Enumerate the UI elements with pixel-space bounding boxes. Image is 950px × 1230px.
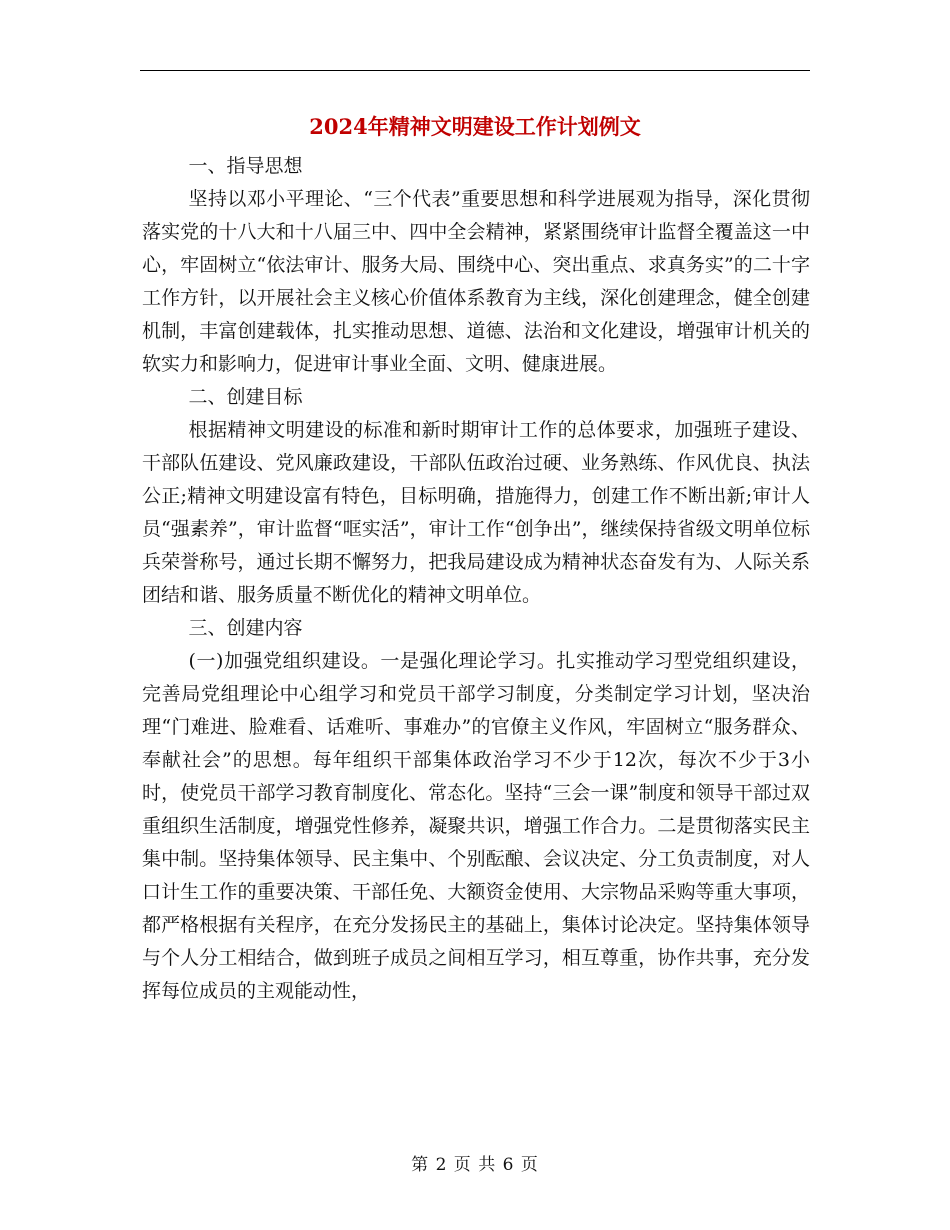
section-paragraph-goals: 根据精神文明建设的标准和新时期审计工作的总体要求，加强班子建设、干部队伍建设、党风廉政建设，干部队伍政治过硬、业务熟练、作风优良、执法公正;精神文明建设富有特色，目标明确，措施得力，创建工作不断出新;审计人员“强素养”，审计监督“哐实活”，审计工作“创争出”，继续保持省级文明单位标兵荣誉称号，通过长期不懈努力，把我局建设成为精神状态奋发有为、人际关系团结和谐、服务质量不断优化的精神文明单位。 bbox=[142, 419, 810, 606]
document-body bbox=[142, 150, 810, 1008]
document-title: 2024年精神文明建设工作计划例文 bbox=[309, 114, 641, 139]
section-heading-guiding-ideology: 一、指导思想 bbox=[188, 155, 303, 177]
page-number-footer: 第 2 页 共 6 页 bbox=[411, 1155, 539, 1175]
header-rule bbox=[140, 70, 810, 71]
section-heading-content: 三、创建内容 bbox=[188, 617, 303, 639]
section-heading-goals: 二、创建目标 bbox=[188, 386, 303, 408]
section-paragraph-guiding-ideology: 坚持以邓小平理论、“三个代表”重要思想和科学进展观为指导，深化贯彻落实党的十八大和十八届三中、四中全会精神，紧紧围绕审计监督全覆盖这一中心，牢固树立“依法审计、服务大局、围绕中心、突出重点、求真务实”的二十字工作方针，以开展社会主义核心价值体系教育为主线，深化创建理念，健全创建机制，丰富创建载体，扎实推动思想、道德、法治和文化建设，增强审计机关的软实力和影响力，促进审计事业全面、文明、健康进展。 bbox=[142, 188, 810, 375]
section-paragraph-content: (一)加强党组织建设。一是强化理论学习。扎实推动学习型党组织建设，完善局党组理论中心组学习和党员干部学习制度，分类制定学习计划，坚决治理“门难进、脸难看、话难听、事难办”的官僚主义作风，牢固树立“服务群众、奉献社会”的思想。每年组织干部集体政治学习不少于12次，每次不少于3小时，使党员干部学习教育制度化、常态化。坚持“三会一课”制度和领导干部过双重组织生活制度，增强党性修养，凝聚共识，增强工作合力。二是贯彻落实民主集中制。坚持集体领导、民主集中、个别酝酿、会议决定、分工负责制度，对人口计生工作的重要决策、干部任免、大额资金使用、大宗物品采购等重大事项，都严格根据有关程序，在充分发扬民主的基础上，集体讨论决定。坚持集体领导与个人分工相结合，做到班子成员之间相互学习，相互尊重，协作共事，充分发挥每位成员的主观能动性， bbox=[142, 650, 810, 1002]
